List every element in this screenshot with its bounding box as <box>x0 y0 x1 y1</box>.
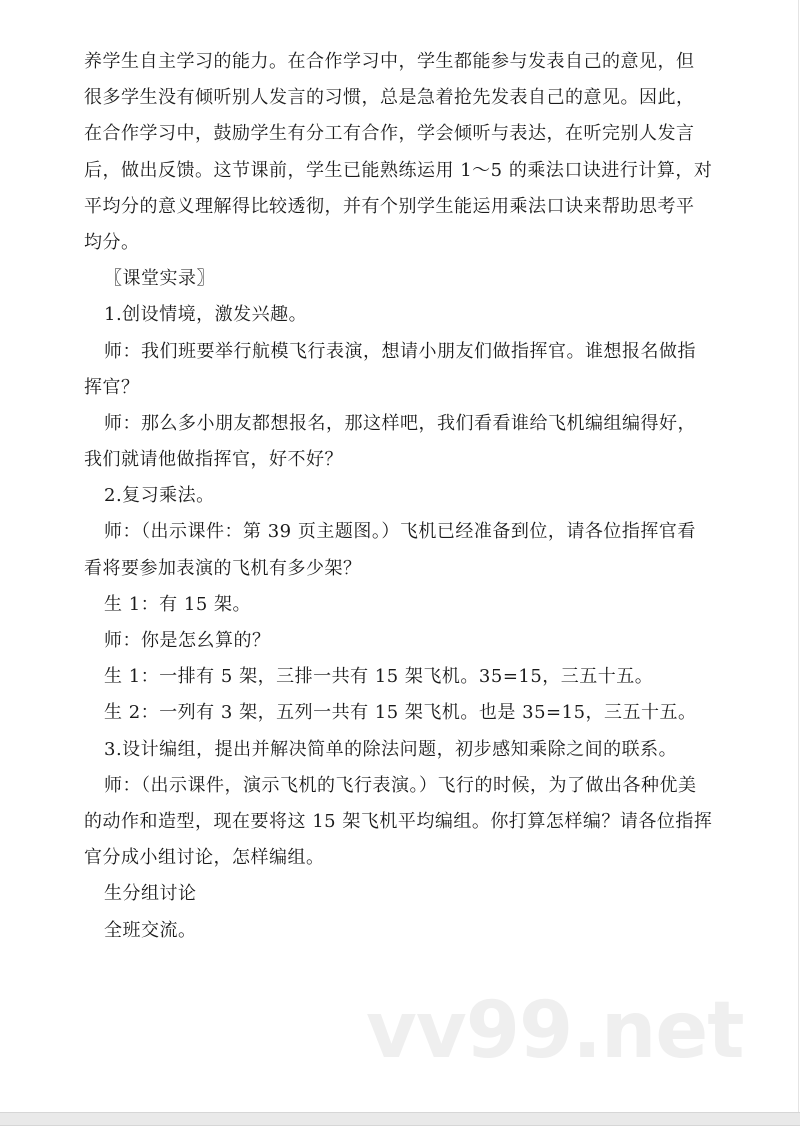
paragraph-line: 后，做出反馈。这节课前，学生已能熟练运用 1～5 的乘法口诀进行计算，对 <box>84 159 713 181</box>
paragraph-line: 养学生自主学习的能力。在合作学习中，学生都能参与发表自己的意见，但 <box>84 51 695 72</box>
dialogue-line: 师：你是怎幺算的？ <box>104 630 271 651</box>
dialogue-line: 官分成小组讨论，怎样编组。 <box>84 847 325 869</box>
paragraph-line: 很多学生没有倾听别人发言的习惯，总是急着抢先发表自己的意见。因此， <box>84 87 695 109</box>
document-body <box>84 44 714 949</box>
paragraph-line: 在合作学习中，鼓励学生有分工有合作，学会倾听与表达，在听完别人发言 <box>84 123 695 145</box>
step-heading: 1.创设情境，激发兴趣。 <box>104 304 308 326</box>
dialogue-line: 生分组讨论 <box>104 883 197 905</box>
next-page-edge <box>0 1126 800 1137</box>
dialogue-line: 生 2：一列有 3 架，五列一共有 15 架飞机。也是 35=15，三五十五。 <box>104 702 697 724</box>
step-heading: 3.设计编组，提出并解决简单的除法问题，初步感知乘除之间的联系。 <box>104 738 678 760</box>
dialogue-line: 师：（出示课件，演示飞机的飞行表演。）飞行的时候，为了做出各种优美 <box>104 774 697 796</box>
dialogue-line: 我们就请他做指挥官，好不好？ <box>84 449 343 471</box>
watermark: vv99.net <box>366 986 744 1076</box>
dialogue-line: 师：（出示课件：第 39 页主题图。）飞机已经准备到位，请各位指挥官看 <box>104 521 696 543</box>
section-heading: 〖课堂实录〗 <box>104 268 215 290</box>
dialogue-line: 看将要参加表演的飞机有多少架？ <box>84 557 362 579</box>
dialogue-line: 全班交流。 <box>104 919 197 941</box>
dialogue-line: 师：那么多小朋友都想报名，那这样吧，我们看看谁给飞机编组编得好， <box>104 412 696 434</box>
step-heading: 2.复习乘法。 <box>104 485 215 507</box>
dialogue-line: 生 1：有 15 架。 <box>104 593 252 615</box>
page-separator-bar <box>0 1112 800 1126</box>
dialogue-line: 生 1：一排有 5 架，三排一共有 15 架飞机。35=15，三五十五。 <box>104 666 654 688</box>
dialogue-line: 师：我们班要举行航模飞行表演，想请小朋友们做指挥官。谁想报名做指 <box>104 340 696 362</box>
dialogue-line: 挥官？ <box>84 376 140 398</box>
paragraph-line: 均分。 <box>84 231 140 253</box>
paragraph-line: 平均分的意义理解得比较透彻，并有个别学生能运用乘法口诀来帮助思考平 <box>84 195 695 217</box>
dialogue-line: 的动作和造型，现在要将这 15 架飞机平均编组。你打算怎样编？请各位指挥 <box>84 810 713 832</box>
